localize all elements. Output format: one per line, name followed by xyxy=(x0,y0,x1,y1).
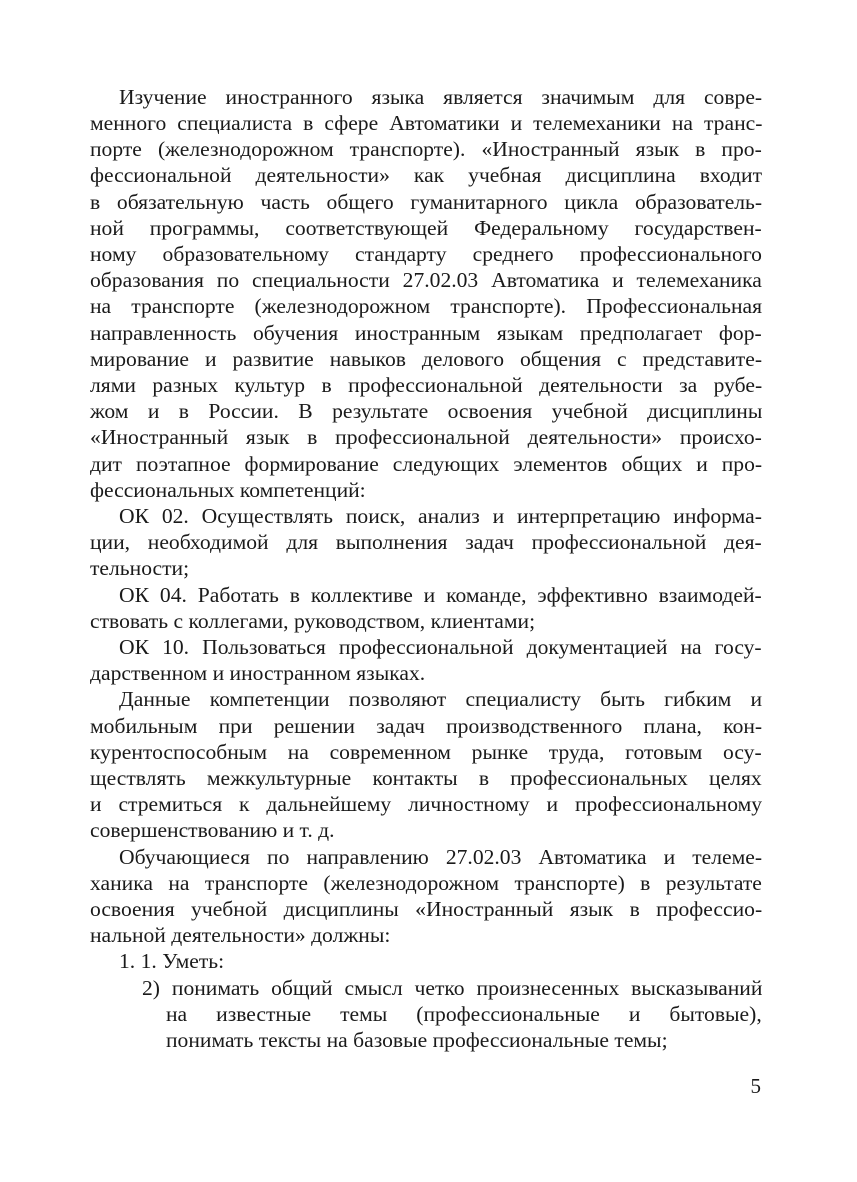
text-line: фессиональной деятельности» как учебная дисциплина входит xyxy=(90,163,763,187)
text-line: ОК 04. Работать в коллективе и команде, эффективно взаимодей- xyxy=(119,583,762,607)
text-line: ции, необходимой для выполнения задач профессиональной дея- xyxy=(90,530,762,554)
text-line: дарственном и иностранном языках. xyxy=(90,661,426,685)
text-line: менного специалиста в сфере Автоматики и телемеханики на транс- xyxy=(90,111,763,135)
text-line: порте (железнодорожном транспорте). «Иностранный язык в про- xyxy=(90,137,762,161)
text-line: Изучение иностранного языка является значимым для совре- xyxy=(119,85,763,109)
text-line: в обязательную часть общего гуманитарного цикла образователь- xyxy=(90,190,763,214)
text-line: ной программы, соответствующей Федеральному государствен- xyxy=(90,216,762,240)
text-line: жом и в России. В результате освоения учебной дисциплины xyxy=(90,399,763,423)
text-line: ханика на транспорте (железнодорожном транспорте) в результате xyxy=(90,871,762,895)
list-item-label: 1. 1. Уметь: xyxy=(119,949,225,973)
text-line: дит поэтапное формирование следующих элементов общих и про- xyxy=(90,452,763,476)
text-line: мобильным при решении задач производственного плана, кон- xyxy=(90,714,763,738)
text-line: направленность обучения иностранным языкам предполагает фор- xyxy=(90,321,762,345)
text-line: образования по специальности 27.02.03 Автоматика и телемеханика xyxy=(90,268,762,292)
text-line: ОК 10. Пользоваться профессиональной документацией на госу- xyxy=(119,635,762,659)
text-line: Данные компетенции позволяют специалисту быть гибким и xyxy=(119,687,763,711)
text-line: и стремиться к дальнейшему личностному и профессиональному xyxy=(90,792,763,816)
text-line: фессиональных компетенций: xyxy=(90,478,366,502)
text-line: ствовать с коллегами, руководством, клиентами; xyxy=(90,609,536,633)
list-item: 2) понимать общий смысл четко произнесенных высказываний xyxy=(142,976,763,1000)
text-line: ному образовательному стандарту среднего профессионального xyxy=(90,242,762,266)
text-line: совершенствованию и т. д. xyxy=(90,818,335,842)
text-line: на транспорте (железнодорожном транспорте). Профессиональная xyxy=(90,294,763,318)
text-line: нальной деятельности» должны: xyxy=(90,923,391,947)
text-line: курентоспособным на современном рынке труда, готовым осу- xyxy=(90,740,762,764)
text-line: лями разных культур в профессиональной деятельности за рубе- xyxy=(90,373,763,397)
text-line: Обучающиеся по направлению 27.02.03 Автоматика и телеме- xyxy=(119,845,763,869)
text-line: мирование и развитие навыков делового общения с представите- xyxy=(90,347,763,371)
text-line: «Иностранный язык в профессиональной деятельности» происхо- xyxy=(90,425,762,449)
list-item: на известные темы (профессиональные и бытовые), xyxy=(166,1002,762,1026)
list-item: понимать тексты на базовые профессиональные темы; xyxy=(166,1028,668,1052)
text-line: ществлять межкультурные контакты в профессиональных целях xyxy=(90,766,762,790)
text-line: тельности; xyxy=(90,556,190,580)
text-line: освоения учебной дисциплины «Иностранный язык в профессио- xyxy=(90,897,763,921)
text-line: ОК 02. Осуществлять поиск, анализ и интерпретацию информа- xyxy=(119,504,762,528)
page-number: 5 xyxy=(750,1074,761,1098)
